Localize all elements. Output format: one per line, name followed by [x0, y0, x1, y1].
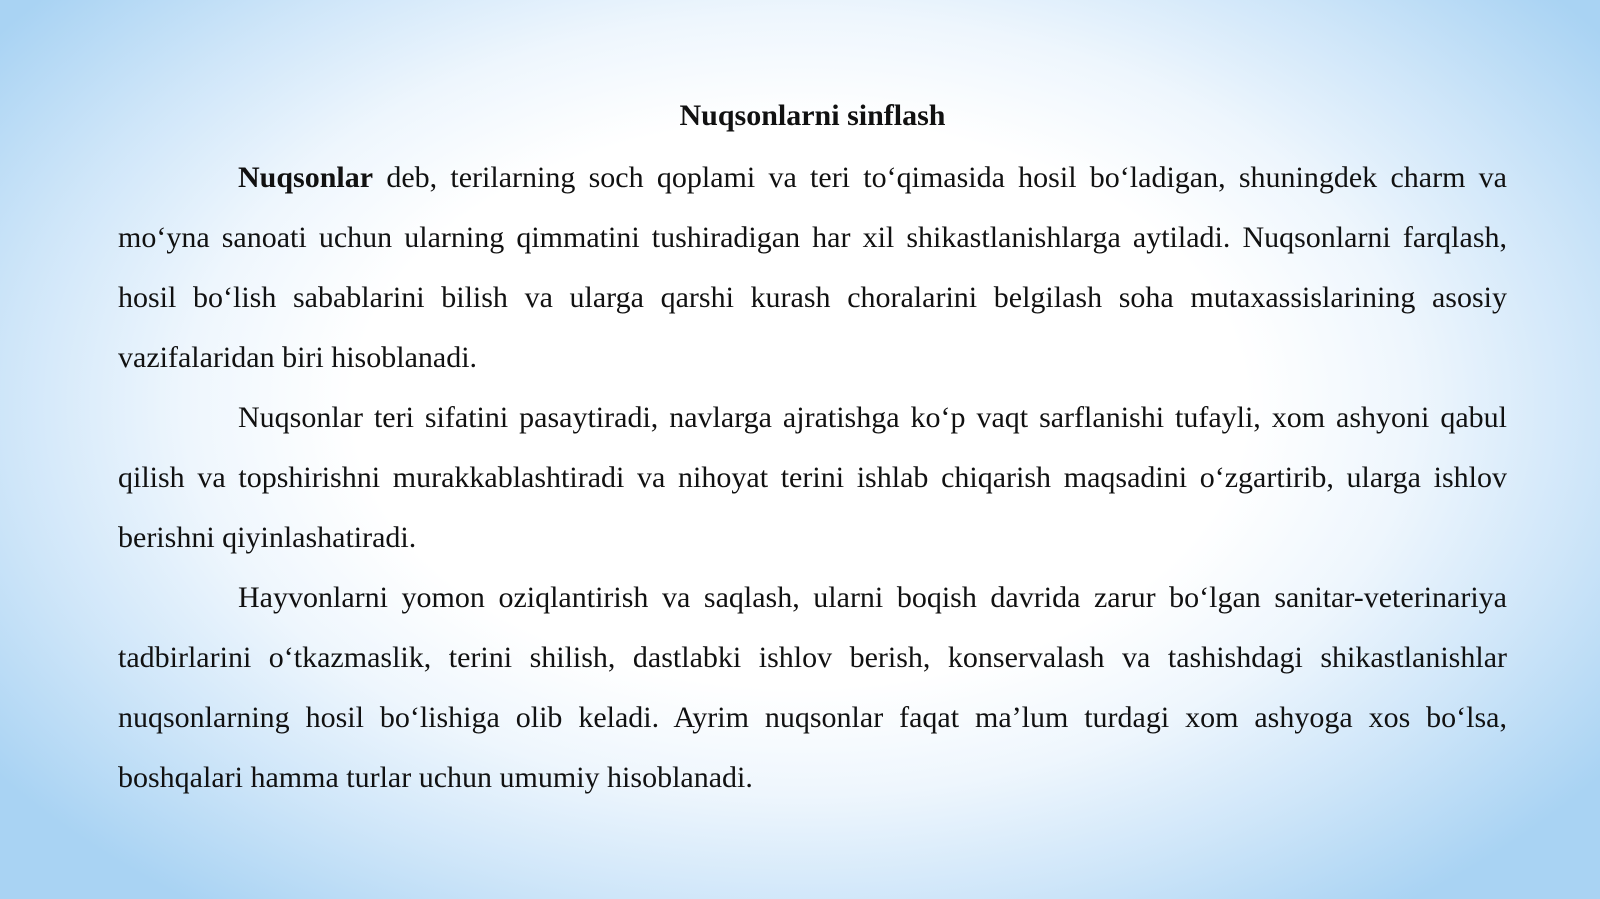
- paragraph-1-text: deb, terilarning soch qoplami va teri to‘qimasida hosil bo‘ladigan, shuningdek charm va mo‘yna sanoati uchun ularning qimmatini tushiradigan har xil shikastlanishlarga aytiladi. Nuqsonlarni farqlash, hosil bo‘lish sabablarini bilish va ularga qarshi kurash choralarini belgilash soha mutaxassislarining asosiy vazifalaridan biri hisoblanadi.: [118, 161, 1507, 374]
- slide-title: Nuqsonlarni sinflash: [679, 99, 946, 132]
- paragraph-1-lead-term: Nuqsonlar: [238, 161, 374, 194]
- paragraph-1: [118, 148, 1507, 388]
- paragraph-2: Nuqsonlar teri sifatini pasaytiradi, navlarga ajratishga ko‘p vaqt sarflanishi tufayli, xom ashyoni qabul qilish va topshirishni murakkablashtiradi va nihoyat terini ishlab chiqarish maqsadini o‘zgartirib, ularga ishlov berishni qiyinlashatiradi.: [118, 401, 1507, 554]
- paragraph-3: Hayvonlarni yomon oziqlantirish va saqlash, ularni boqish davrida zarur bo‘lgan sanitar-veterinariya tadbirlarini o‘tkazmaslik, terini shilish, dastlabki ishlov berish, konservalash va tashishdagi shikastlanishlar nuqsonlarning hosil bo‘lishiga olib keladi. Ayrim nuqsonlar faqat ma’lum turdagi xom ashyoga xos bo‘lsa, boshqalari hamma turlar uchun umumiy hisoblanadi.: [118, 581, 1507, 794]
- slide-content: [118, 88, 1507, 808]
